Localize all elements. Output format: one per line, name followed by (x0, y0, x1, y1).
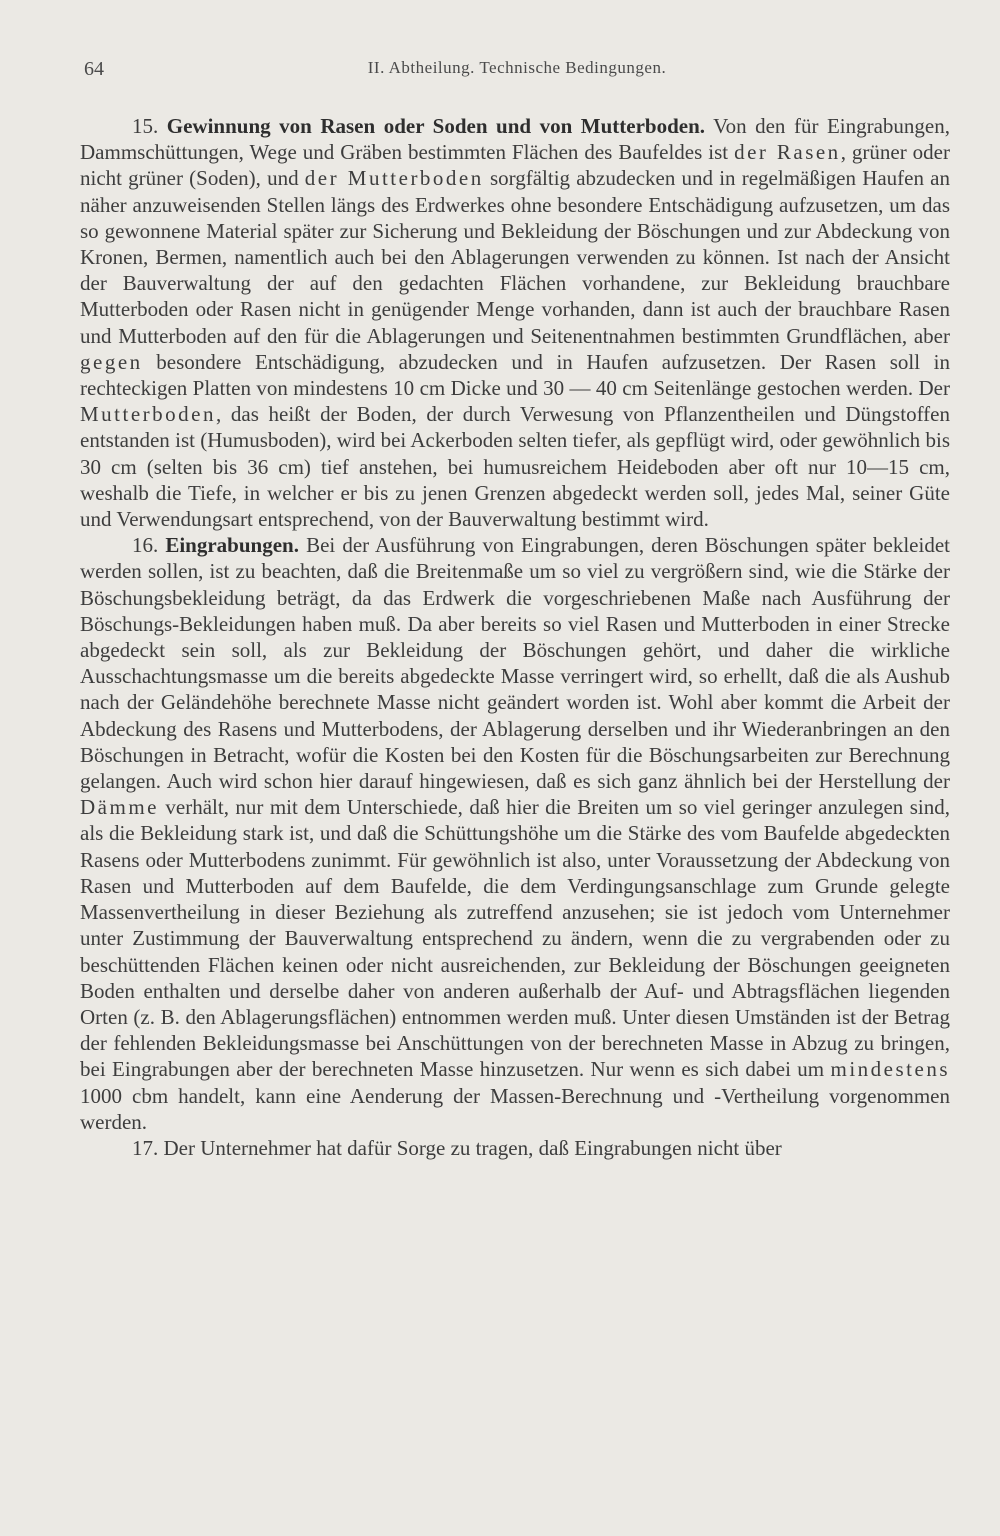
paragraph-text: Von den für Eingrabungen, Dammschüttungen, Wege und Gräben bestimmten Flächen des Baufeldes ist (80, 114, 950, 165)
paragraph-text: 1000 cbm handelt, kann eine Aenderung der Massen-Berechnung und -Vertheilung vorgenommen werden. (80, 1083, 950, 1134)
paragraph-text: sorgfältig abzudecken und in regelmäßigen Haufen an näher anzuweisenden Stellen längs des Erdwerkes ohne besondere Entschädigung aufzusetzen, um das so gewonnene Material später zur Sicherung und Bekleidung der Böschungen und zur Abdeckung von Kronen, Bermen, namentlich auch bei den Ablagerungen verwenden zu können. Ist nach der Ansicht der Bauverwaltung der auf den gedachten Flächen vorhandene, zur Bekleidung brauchbare Mutterboden oder Rasen nicht in genügender Menge vorhanden, dann ist auch der brauchbare Rasen und Mutterboden auf den für die Ablagerungen und Seitenentnahmen bestimmten Grundflächen, aber (80, 166, 950, 348)
paragraph-text: , grüner oder nicht grüner (Soden), und (80, 140, 950, 191)
paragraph-text: verhält, nur mit dem Unterschiede, daß hier die Breiten um so viel geringer anzulegen sind, als die Bekleidung stark ist, und daß die Schüttungshöhe um die Stärke des vom Baufelde abgedeckten Rasens oder Mutterbodens zunimmt. Für gewöhnlich ist also, unter Voraussetzung der Abdeckung von Rasen und Mutterboden auf dem Baufelde, die dem Verdingungsanschlage zum Grunde gelegte Massenvertheilung in dieser Beziehung als zutreffend anzusehen; sie ist jedoch vom Unternehmer unter Zustimmung der Bauverwaltung entsprechend zu ändern, wenn die zu vergrabenden oder zu beschüttenden Flächen keinen oder nicht ausreichenden, zur Bekleidung der Böschungen geeigneten Boden enthalten und derselbe daher von anderen außerhalb der Auf- und Abtragsflächen liegenden Orten (z. B. den Ablagerungsflächen) entnommen werden muß. Unter diesen Umständen ist der Betrag der fehlenden Bekleidungsmasse bei Anschüttungen von der berechneten Masse in Abzug zu bringen, bei Eingrabungen aber der berechneten Masse hinzusetzen. Nur wenn es sich dabei um (80, 795, 950, 1082)
emphasized-term: Dämme (80, 795, 159, 820)
emphasized-term: mindestens (830, 1057, 950, 1082)
section-heading: Gewinnung von Rasen oder Soden und von Mutterboden. (166, 114, 705, 138)
section-number: 16. (132, 533, 159, 558)
page-header (84, 58, 950, 90)
paragraph-text: Der Unternehmer hat dafür Sorge zu tragen, daß Eingrabungen nicht über (158, 1135, 782, 1160)
paragraph-text: besondere Entschädigung, abzudecken und in Haufen aufzusetzen. Der Rasen soll in rechteckigen Platten von mindestens 10 cm Dicke und 30 — 40 cm Seitenlänge gestochen werden. Der (80, 349, 950, 401)
section-15-paragraph (80, 113, 950, 532)
section-number: 17. (132, 1135, 159, 1160)
section-heading: Eingrabungen. (165, 533, 299, 558)
emphasized-term: der Rasen (734, 140, 841, 165)
section-number: 15. (132, 114, 159, 138)
emphasized-term: gegen (80, 349, 143, 374)
page-number: 64 (84, 58, 104, 80)
paragraph-text: Bei der Ausführung von Eingrabungen, deren Böschungen später bekleidet werden sollen, ist zu beachten, daß die Breitenmaße um so viel zu vergrößern sind, wie die Stärke der Böschungsbekleidung beträgt, da das Erdwerk die vorgeschriebenen Maße nach Ausführung der Böschungs-Bekleidungen haben muß. Da aber bereits so viel Rasen und Mutterboden in einer Strecke abgedeckt sein soll, als zur Bekleidung der Böschungen gehört, und daher die wirkliche Ausschachtungsmasse um die bereits abgedeckte Masse verringert wird, so erhellt, daß die als Aushub nach der Geländehöhe berechnete Masse nicht geändert worden ist. Wohl aber kommt die Arbeit der Abdeckung des Rasens und Mutterbodens, der Ablagerung derselben und ihr Wiederanbringen an den Böschungen in Betracht, wofür die Kosten bei den Kosten für die Böschungsarbeiten zur Berechnung gelangen. Auch wird schon hier darauf hingewiesen, daß es sich ganz ähnlich bei der Herstellung der (80, 533, 950, 794)
section-16-paragraph (80, 532, 950, 1135)
body-text (80, 113, 950, 1161)
running-title: II. Abtheilung. Technische Bedingungen. (367, 58, 667, 77)
paragraph-text: , das heißt der Boden, der durch Verwesung von Pflanzentheilen und Düngstoffen entstanden ist (Humusboden), wird bei Ackerboden selten tiefer, als gepflügt wird, oder gewöhnlich bis 30 cm (selten bis 36 cm) tief anstehen, bei humusreichem Heideboden aber oft nur 10—15 cm, weshalb die Tiefe, in welcher er bis zu jenen Grenzen abgedeckt werden soll, jedes Mal, seiner Güte und Verwendungsart entsprechend, von der Bauverwaltung bestimmt wird. (80, 402, 950, 532)
emphasized-term: Mutterboden (80, 402, 216, 427)
emphasized-term: der Mutterboden (304, 166, 484, 191)
section-17-paragraph (80, 1135, 950, 1161)
